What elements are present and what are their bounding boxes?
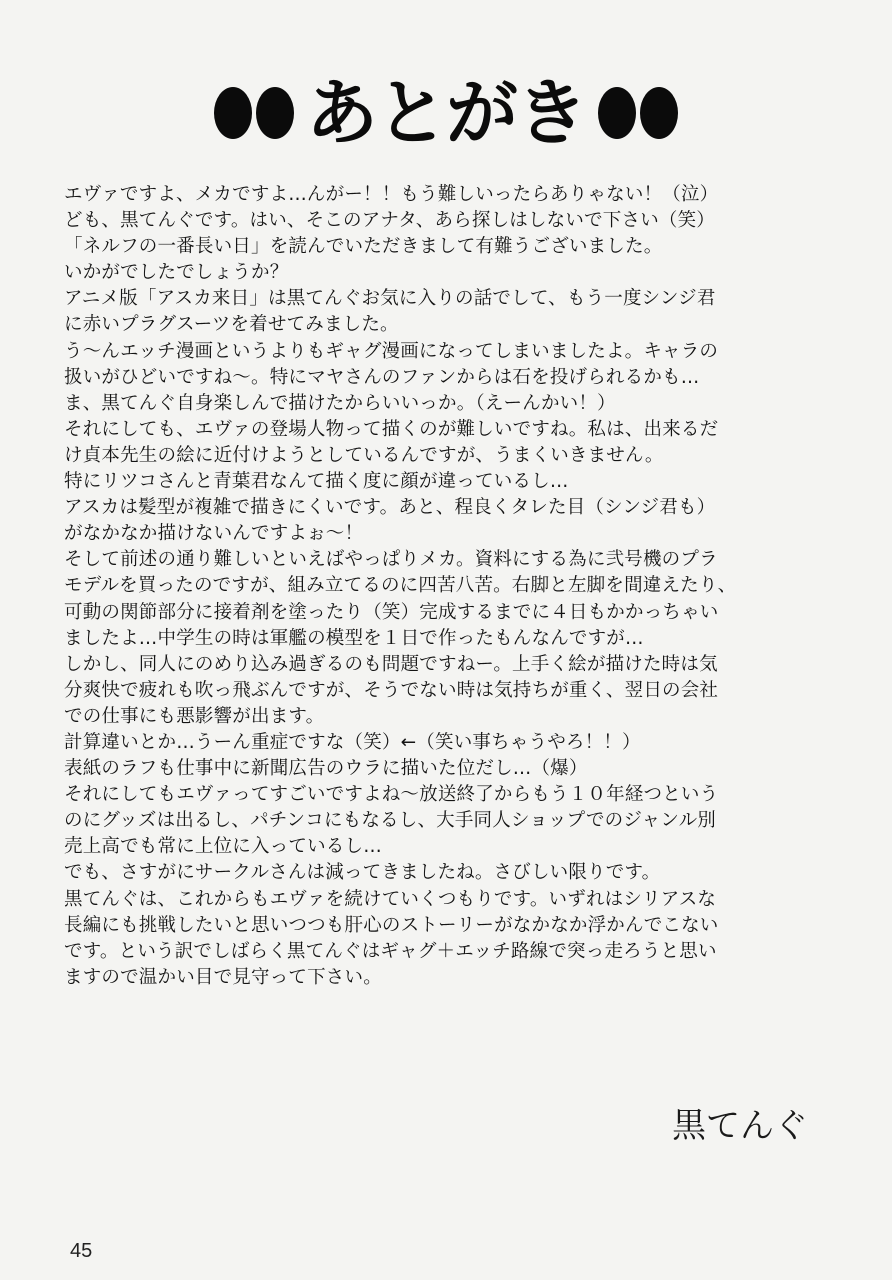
- text-line: しかし、同人にのめり込み過ぎるのも問題ですねー。上手く絵が描けた時は気: [64, 653, 718, 675]
- text-line: アニメ版「アスカ来日」は黒てんぐお気に入りの話でして、もう一度シンジ君: [64, 288, 716, 310]
- text-line: でも、さすがにサークルさんは減ってきましたね。さびしい限りです。: [64, 862, 661, 884]
- black-dot-icon: [214, 87, 252, 139]
- text-line: がなかなか描けないんですよぉ～！: [64, 523, 364, 545]
- text-line: 可動の関節部分に接着剤を塗ったり（笑）完成するまでに４日もかかっちゃい: [64, 601, 719, 623]
- text-line: 分爽快で疲れも吹っ飛ぶんですが、そうでない時は気持ちが重く、翌日の会社: [64, 679, 719, 701]
- page-number: 45: [70, 1240, 93, 1262]
- black-dot-icon: [256, 87, 294, 139]
- text-line: 扱いがひどいですね～。特にマヤさんのファンからは石を投げられるかも…: [64, 366, 700, 388]
- text-line: です。という訳でしばらく黒てんぐはギャグ＋エッチ路線で突っ走ろうと思い: [64, 940, 717, 962]
- text-line: 表紙のラフも仕事中に新聞広告のウラに描いた位だし…（爆）: [64, 758, 588, 780]
- text-line: アスカは髪型が複雑で描きにくいです。あと、程良くタレた目（シンジ君も）: [64, 497, 716, 519]
- black-dot-icon: [598, 87, 636, 139]
- text-line: ましたよ…中学生の時は軍艦の模型を１日で作ったもんなんですが…: [64, 627, 644, 649]
- text-line: う～んエッチ漫画というよりもギャグ漫画になってしまいましたよ。キャラの: [64, 340, 719, 362]
- title-dots-left: [214, 87, 294, 139]
- text-line: け貞本先生の絵に近付けようとしているんですが、うまくいきません。: [64, 444, 664, 466]
- text-line: ますので温かい目で見守って下さい。: [64, 966, 382, 988]
- text-line: 黒てんぐは、これからもエヴァを続けていくつもりです。いずれはシリアスな: [64, 888, 717, 910]
- text-line: 売上高でも常に上位に入っているし…: [64, 836, 382, 858]
- title-dots-right: [598, 87, 678, 139]
- text-line: そして前述の通り難しいといえばやっぱりメカ。資料にする為に弐号機のプラ: [64, 549, 718, 571]
- text-line: ま、黒てんぐ自身楽しんで描けたからいいっか。（えーんかい！）: [64, 392, 616, 414]
- black-dot-icon: [640, 87, 678, 139]
- text-line: 長編にも挑戦したいと思いつつも肝心のストーリーがなかなか浮かんでこない: [64, 914, 719, 936]
- text-line: 「ネルフの一番長い日」を読んでいただきまして有難うございました。: [64, 236, 663, 258]
- text-line: それにしてもエヴァってすごいですよね～放送終了からもう１０年経つという: [64, 784, 719, 806]
- text-line: のにグッズは出るし、パチンコにもなるし、大手同人ショップでのジャンル別: [64, 810, 717, 832]
- text-line: ども、黒てんぐです。はい、そこのアナタ、あら探しはしないで下さい（笑）: [64, 210, 715, 232]
- text-line: 計算違いとか…うーん重症ですな（笑）←（笑い事ちゃうやろ！！）: [64, 731, 641, 753]
- page-title: あとがき: [305, 71, 586, 155]
- text-line: それにしても、エヴァの登場人物って描くのが難しいですね。私は、出来るだ: [64, 418, 719, 440]
- text-line: エヴァですよ、メカですよ…んがー！！もう難しいったらありゃない！（泣）: [64, 184, 719, 205]
- text-line: モデルを買ったのですが、組み立てるのに四苦八苦。右脚と左脚を間違えたり、: [64, 575, 737, 597]
- title-row: [0, 58, 892, 168]
- afterword-body: [64, 182, 864, 991]
- text-line: に赤いプラグスーツを着せてみました。: [64, 314, 399, 336]
- text-line: いかがでしたでしょうか？: [64, 262, 289, 284]
- text-line: での仕事にも悪影響が出ます。: [64, 705, 325, 727]
- text-line: 特にリツコさんと青葉君なんて描く度に顔が違っているし…: [64, 471, 569, 493]
- author-signature: 黒てんぐ: [672, 1106, 808, 1146]
